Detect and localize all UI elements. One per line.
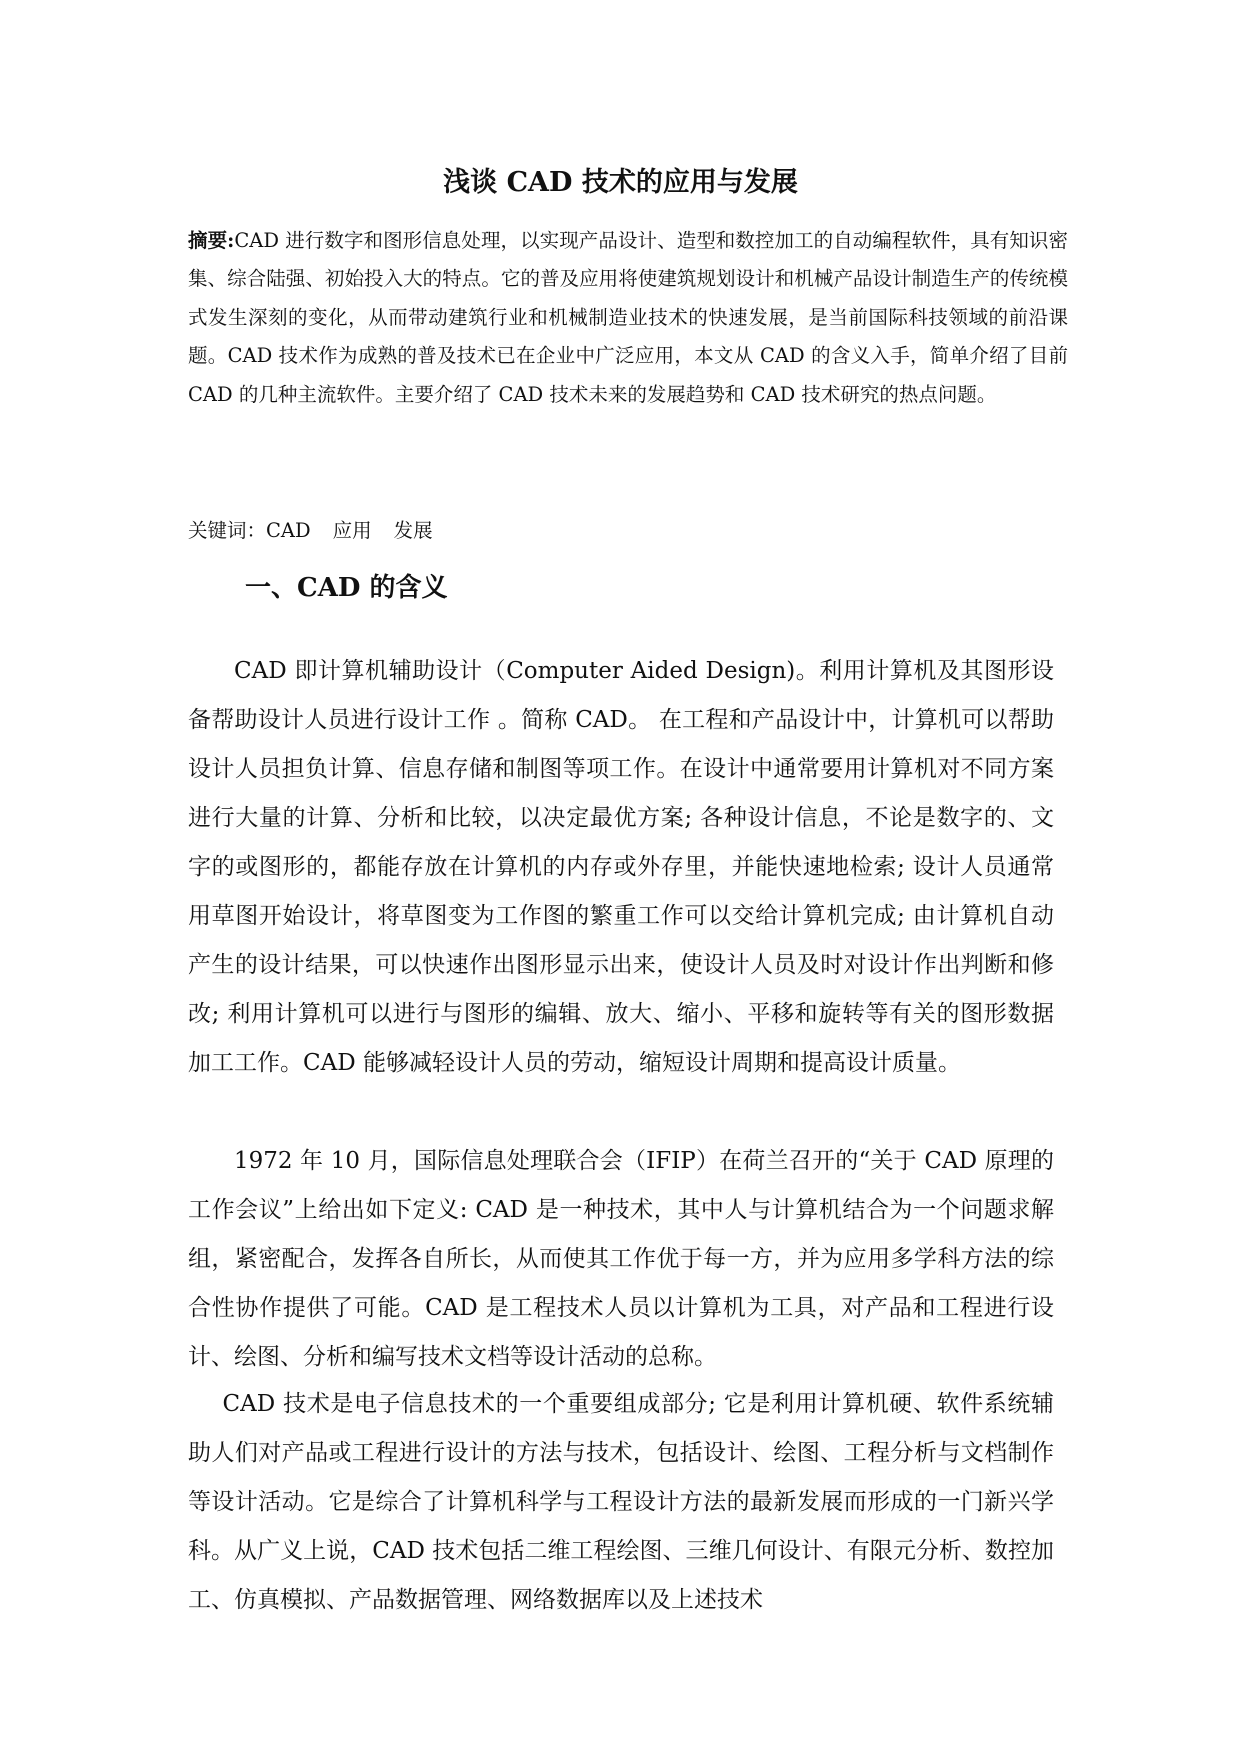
keywords-label: 关键词： — [188, 519, 267, 542]
abstract-text: CAD 进行数字和图形信息处理，以实现产品设计、造型和数控加工的自动编程软件，具有知识密集、综合陆强、初始投入大的特点。它的普及应用将使建筑规划设计和机械产品设计制造生产的传统模式发生深刻的变化，从而带动建筑行业和机械制造业技术的快速发展，是当前国际科技领域的前沿课题。CAD 技术作为成熟的普及技术已在企业中广泛应用，本文从 CAD 的含义入手，简单介绍了目前 CAD 的几种主流软件。主要介绍了 CAD 技术未来的发展趋势和 CAD 技术研究的热点问题。 — [188, 229, 1068, 406]
body-paragraph: CAD 即计算机辅助设计（Computer Aided Design)。利用计算机及其图形设备帮助设计人员进行设计工作 。简称 CAD。 在工程和产品设计中，计算机可以帮助设计人员担负计算、信息存储和制图等项工作。在设计中通常要用计算机对不同方案进行大量的计算、分析和比较，以决定最优方案; 各种设计信息，不论是数字的、文字的或图形的，都能存放在计算机的内存或外存里，并能快速地检索; 设计人员通常用草图开始设计，将草图变为工作图的繁重工作可以交给计算机完成; 由计算机自动产生的设计结果，可以快速作出图形显示出来，使设计人员及时对设计作出判断和修改; 利用计算机可以进行与图形的编辑、放大、缩小、平移和旋转等有关的图形数据加工工作。CAD 能够减轻设计人员的劳动，缩短设计周期和提高设计质量。 — [188, 658, 1054, 1076]
keywords-line — [188, 512, 1068, 550]
abstract-block — [188, 222, 1068, 414]
body-paragraph: CAD 技术是电子信息技术的一个重要组成部分; 它是利用计算机硬、软件系统辅助人们对产品或工程进行设计的方法与技术，包括设计、绘图、工程分析与文档制作等设计活动。它是综合了计算机科学与工程设计方法的最新发展而形成的一门新兴学科。从广义上说，CAD 技术包括二维工程绘图、三维几何设计、有限元分析、数控加工、仿真模拟、产品数据管理、网络数据库以及上述技术 — [188, 1391, 1054, 1613]
section-heading: 一、CAD 的含义 — [245, 573, 448, 603]
keyword-item: 发展 — [393, 519, 433, 542]
body-paragraph: 1972 年 10 月，国际信息处理联合会（IFIP）在荷兰召开的“关于 CAD 原理的工作会议”上给出如下定义: CAD 是一种技术，其中人与计算机结合为一个问题求解组，紧密配合，发挥各自所长，从而使其工作优于每一方，并为应用多学科方法的综合性协作提供了可能。CAD 是工程技术人员以计算机为工具，对产品和工程进行设计、绘图、分析和编写技术文档等设计活动的总称。 — [188, 1148, 1054, 1370]
keyword-item: 应用 — [332, 519, 372, 542]
abstract-label: 摘要: — [188, 229, 235, 252]
document-title: 浅谈 CAD 技术的应用与发展 — [443, 167, 798, 198]
keyword-item: CAD — [266, 519, 311, 542]
